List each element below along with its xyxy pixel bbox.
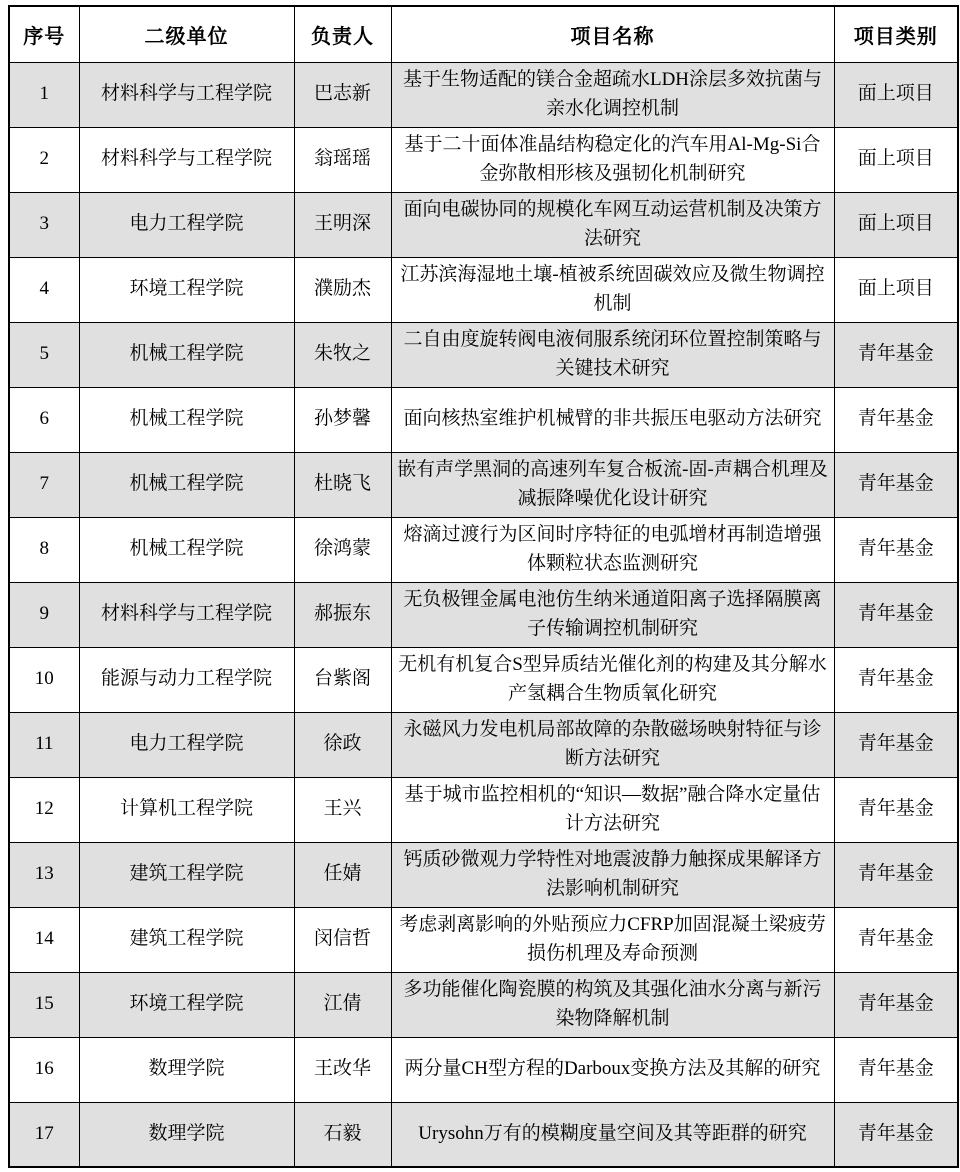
table-header (9, 6, 958, 62)
leader-cell: 徐政 (294, 712, 391, 777)
leader-cell: 濮励杰 (294, 257, 391, 322)
row-index-cell: 11 (9, 712, 79, 777)
header-leader: 负责人 (294, 6, 391, 62)
unit-cell: 环境工程学院 (79, 257, 294, 322)
row-index-cell: 17 (9, 1102, 79, 1167)
category-cell: 青年基金 (834, 907, 958, 972)
leader-cell: 王兴 (294, 777, 391, 842)
row-index-cell: 14 (9, 907, 79, 972)
project-name-cell: 基于生物适配的镁合金超疏水LDH涂层多效抗菌与亲水化调控机制 (391, 62, 834, 127)
category-cell: 青年基金 (834, 1102, 958, 1167)
header-row (9, 6, 958, 62)
leader-cell: 闵信哲 (294, 907, 391, 972)
unit-cell: 机械工程学院 (79, 517, 294, 582)
project-name-cell: 基于二十面体准晶结构稳定化的汽车用Al-Mg-Si合金弥散相形核及强韧化机制研究 (391, 127, 834, 192)
category-cell: 青年基金 (834, 517, 958, 582)
row-index-cell: 2 (9, 127, 79, 192)
category-cell: 青年基金 (834, 712, 958, 777)
table-row (9, 1037, 958, 1102)
unit-cell: 建筑工程学院 (79, 907, 294, 972)
unit-cell: 材料科学与工程学院 (79, 127, 294, 192)
project-name-cell: 基于城市监控相机的“知识—数据”融合降水定量估计方法研究 (391, 777, 834, 842)
unit-cell: 计算机工程学院 (79, 777, 294, 842)
table-row (9, 842, 958, 907)
header-category: 项目类别 (834, 6, 958, 62)
unit-cell: 数理学院 (79, 1037, 294, 1102)
header-row-index: 序号 (9, 6, 79, 62)
category-cell: 青年基金 (834, 777, 958, 842)
leader-cell: 任婧 (294, 842, 391, 907)
leader-cell: 王明深 (294, 192, 391, 257)
table-row (9, 387, 958, 452)
row-index-cell: 5 (9, 322, 79, 387)
project-name-cell: 面向核热室维护机械臂的非共振压电驱动方法研究 (391, 387, 834, 452)
category-cell: 青年基金 (834, 647, 958, 712)
unit-cell: 环境工程学院 (79, 972, 294, 1037)
funding-projects-table (8, 5, 959, 1168)
table-row (9, 62, 958, 127)
row-index-cell: 4 (9, 257, 79, 322)
row-index-cell: 7 (9, 452, 79, 517)
unit-cell: 电力工程学院 (79, 712, 294, 777)
unit-cell: 机械工程学院 (79, 387, 294, 452)
leader-cell: 巴志新 (294, 62, 391, 127)
project-name-cell: 多功能催化陶瓷膜的构筑及其强化油水分离与新污染物降解机制 (391, 972, 834, 1037)
leader-cell: 石毅 (294, 1102, 391, 1167)
unit-cell: 数理学院 (79, 1102, 294, 1167)
category-cell: 面上项目 (834, 257, 958, 322)
unit-cell: 电力工程学院 (79, 192, 294, 257)
category-cell: 面上项目 (834, 62, 958, 127)
row-index-cell: 8 (9, 517, 79, 582)
project-name-cell: 江苏滨海湿地土壤-植被系统固碳效应及微生物调控机制 (391, 257, 834, 322)
header-unit: 二级单位 (79, 6, 294, 62)
table-row (9, 582, 958, 647)
unit-cell: 能源与动力工程学院 (79, 647, 294, 712)
unit-cell: 建筑工程学院 (79, 842, 294, 907)
category-cell: 青年基金 (834, 972, 958, 1037)
header-project-name: 项目名称 (391, 6, 834, 62)
table-row (9, 127, 958, 192)
unit-cell: 机械工程学院 (79, 322, 294, 387)
leader-cell: 台紫阁 (294, 647, 391, 712)
category-cell: 面上项目 (834, 192, 958, 257)
project-name-cell: 面向电碳协同的规模化车网互动运营机制及决策方法研究 (391, 192, 834, 257)
leader-cell: 徐鸿蒙 (294, 517, 391, 582)
project-name-cell: 嵌有声学黑洞的高速列车复合板流-固-声耦合机理及减振降噪优化设计研究 (391, 452, 834, 517)
row-index-cell: 1 (9, 62, 79, 127)
leader-cell: 翁瑶瑶 (294, 127, 391, 192)
row-index-cell: 3 (9, 192, 79, 257)
unit-cell: 机械工程学院 (79, 452, 294, 517)
leader-cell: 王改华 (294, 1037, 391, 1102)
table-row (9, 647, 958, 712)
table-row (9, 1102, 958, 1167)
row-index-cell: 9 (9, 582, 79, 647)
table-row (9, 452, 958, 517)
project-name-cell: 钙质砂微观力学特性对地震波静力触探成果解译方法影响机制研究 (391, 842, 834, 907)
row-index-cell: 16 (9, 1037, 79, 1102)
table-row (9, 322, 958, 387)
leader-cell: 孙梦馨 (294, 387, 391, 452)
row-index-cell: 13 (9, 842, 79, 907)
table-row (9, 972, 958, 1037)
table-row (9, 517, 958, 582)
table-row (9, 907, 958, 972)
unit-cell: 材料科学与工程学院 (79, 62, 294, 127)
project-name-cell: Urysohn万有的模糊度量空间及其等距群的研究 (391, 1102, 834, 1167)
category-cell: 青年基金 (834, 842, 958, 907)
project-name-cell: 永磁风力发电机局部故障的杂散磁场映射特征与诊断方法研究 (391, 712, 834, 777)
table-row (9, 192, 958, 257)
category-cell: 青年基金 (834, 322, 958, 387)
unit-cell: 材料科学与工程学院 (79, 582, 294, 647)
row-index-cell: 6 (9, 387, 79, 452)
category-cell: 青年基金 (834, 452, 958, 517)
leader-cell: 郝振东 (294, 582, 391, 647)
leader-cell: 杜晓飞 (294, 452, 391, 517)
category-cell: 青年基金 (834, 1037, 958, 1102)
project-name-cell: 二自由度旋转阀电液伺服系统闭环位置控制策略与关键技术研究 (391, 322, 834, 387)
category-cell: 青年基金 (834, 582, 958, 647)
table-row (9, 712, 958, 777)
project-name-cell: 两分量CH型方程的Darboux变换方法及其解的研究 (391, 1037, 834, 1102)
leader-cell: 朱牧之 (294, 322, 391, 387)
category-cell: 青年基金 (834, 387, 958, 452)
row-index-cell: 10 (9, 647, 79, 712)
row-index-cell: 15 (9, 972, 79, 1037)
project-name-cell: 无机有机复合S型异质结光催化剂的构建及其分解水产氢耦合生物质氧化研究 (391, 647, 834, 712)
project-name-cell: 熔滴过渡行为区间时序特征的电弧增材再制造增强体颗粒状态监测研究 (391, 517, 834, 582)
project-name-cell: 考虑剥离影响的外贴预应力CFRP加固混凝土梁疲劳损伤机理及寿命预测 (391, 907, 834, 972)
project-name-cell: 无负极锂金属电池仿生纳米通道阳离子选择隔膜离子传输调控机制研究 (391, 582, 834, 647)
table-row (9, 777, 958, 842)
row-index-cell: 12 (9, 777, 79, 842)
leader-cell: 江倩 (294, 972, 391, 1037)
table-body (9, 62, 958, 1167)
category-cell: 面上项目 (834, 127, 958, 192)
table-row (9, 257, 958, 322)
